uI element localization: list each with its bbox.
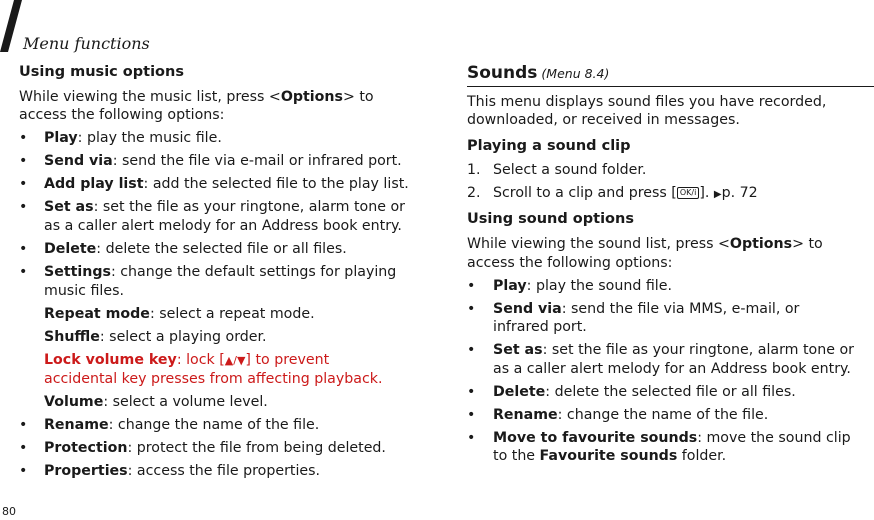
music-options-heading: Using music options bbox=[19, 64, 184, 80]
ok-key-icon: OK/i bbox=[677, 187, 699, 199]
list-item: • bbox=[19, 440, 28, 456]
page-number: 80 bbox=[2, 505, 16, 518]
sound-intro-line-2: access the following options: bbox=[467, 255, 673, 271]
sound-options-heading: Using sound options bbox=[467, 211, 634, 227]
sub-item-volume: Volume: select a volume level. bbox=[44, 394, 268, 410]
list-item: • bbox=[467, 407, 476, 423]
sub-item-lock-volume-key: Lock volume key: lock [▲/▼] to prevent bbox=[44, 352, 330, 368]
list-item-text: Send via: send the file via MMS, e-mail, or bbox=[493, 301, 800, 317]
sounds-section-title: Sounds (Menu 8.4) bbox=[467, 63, 610, 83]
music-intro-line-2: access the following options: bbox=[19, 107, 225, 123]
list-item: • bbox=[19, 199, 28, 215]
volume-key-icon: ▲/▼ bbox=[224, 354, 246, 367]
list-item: • bbox=[19, 264, 28, 280]
list-item: • bbox=[19, 463, 28, 479]
list-item-text: Delete: delete the selected file or all files. bbox=[493, 384, 796, 400]
list-item: • bbox=[19, 241, 28, 257]
list-item: • bbox=[467, 278, 476, 294]
sounds-description-line-1: This menu displays sound files you have recorded, bbox=[467, 94, 827, 110]
list-item-text: Rename: change the name of the file. bbox=[493, 407, 769, 423]
list-item: • bbox=[19, 130, 28, 146]
list-item: • bbox=[467, 301, 476, 317]
list-item-text: Set as: set the file as your ringtone, alarm tone or bbox=[493, 342, 854, 358]
list-item-text: Add play list: add the selected file to the play list. bbox=[44, 176, 409, 192]
list-item: • bbox=[467, 342, 476, 358]
list-item: • bbox=[19, 153, 28, 169]
list-item-text: Send via: send the file via e-mail or infrared port. bbox=[44, 153, 402, 169]
list-item-text-cont: as a caller alert melody for an Address book entry. bbox=[44, 218, 402, 234]
list-item-text: Move to favourite sounds: move the sound clip bbox=[493, 430, 851, 446]
step-text: Scroll to a clip and press [ OK/i ]. ▶p. 72 bbox=[493, 185, 758, 201]
page-reference-arrow-icon: ▶ bbox=[713, 189, 722, 200]
list-item: • bbox=[19, 417, 28, 433]
step-number: 1. bbox=[467, 162, 481, 178]
step-text: Select a sound folder. bbox=[493, 162, 647, 178]
list-item-text: Set as: set the file as your ringtone, alarm tone or bbox=[44, 199, 405, 215]
list-item-text: Properties: access the file properties. bbox=[44, 463, 321, 479]
music-intro-line-1: While viewing the music list, press <Options> to bbox=[19, 89, 374, 105]
list-item-text: Rename: change the name of the file. bbox=[44, 417, 320, 433]
list-item-text: Settings: change the default settings for playing bbox=[44, 264, 397, 280]
sub-item-shuffle: Shuffle: select a playing order. bbox=[44, 329, 267, 345]
list-item-text: Protection: protect the file from being deleted. bbox=[44, 440, 386, 456]
options-softkey-label: Options bbox=[280, 89, 343, 105]
list-item-text: Delete: delete the selected file or all files. bbox=[44, 241, 347, 257]
sub-item-repeat-mode: Repeat mode: select a repeat mode. bbox=[44, 306, 315, 322]
list-item-text-cont: to the Favourite sounds folder. bbox=[493, 448, 727, 464]
list-item: • bbox=[467, 384, 476, 400]
sounds-description-line-2: downloaded, or received in messages. bbox=[467, 112, 740, 128]
step-number: 2. bbox=[467, 185, 481, 201]
list-item-text-cont: infrared port. bbox=[493, 319, 587, 335]
list-item-text-cont: as a caller alert melody for an Address book entry. bbox=[493, 361, 851, 377]
page-reference: p. 72 bbox=[721, 185, 758, 201]
list-item-text: Play: play the sound file. bbox=[493, 278, 672, 294]
page-header-title: Menu functions bbox=[23, 34, 150, 53]
menu-reference: (Menu 8.4) bbox=[541, 66, 610, 81]
header-accent-mark bbox=[0, 0, 22, 52]
sub-item-lock-volume-key-cont: accidental key presses from affecting playback. bbox=[44, 371, 383, 387]
section-divider bbox=[467, 86, 874, 87]
playing-sound-clip-heading: Playing a sound clip bbox=[467, 138, 631, 154]
options-softkey-label: Options bbox=[729, 236, 793, 252]
list-item-text-cont: music files. bbox=[44, 283, 124, 299]
list-item: • bbox=[19, 176, 28, 192]
list-item: • bbox=[467, 430, 476, 446]
list-item-text: Play: play the music file. bbox=[44, 130, 222, 146]
sound-intro-line-1: While viewing the sound list, press <Options> to bbox=[467, 236, 823, 252]
